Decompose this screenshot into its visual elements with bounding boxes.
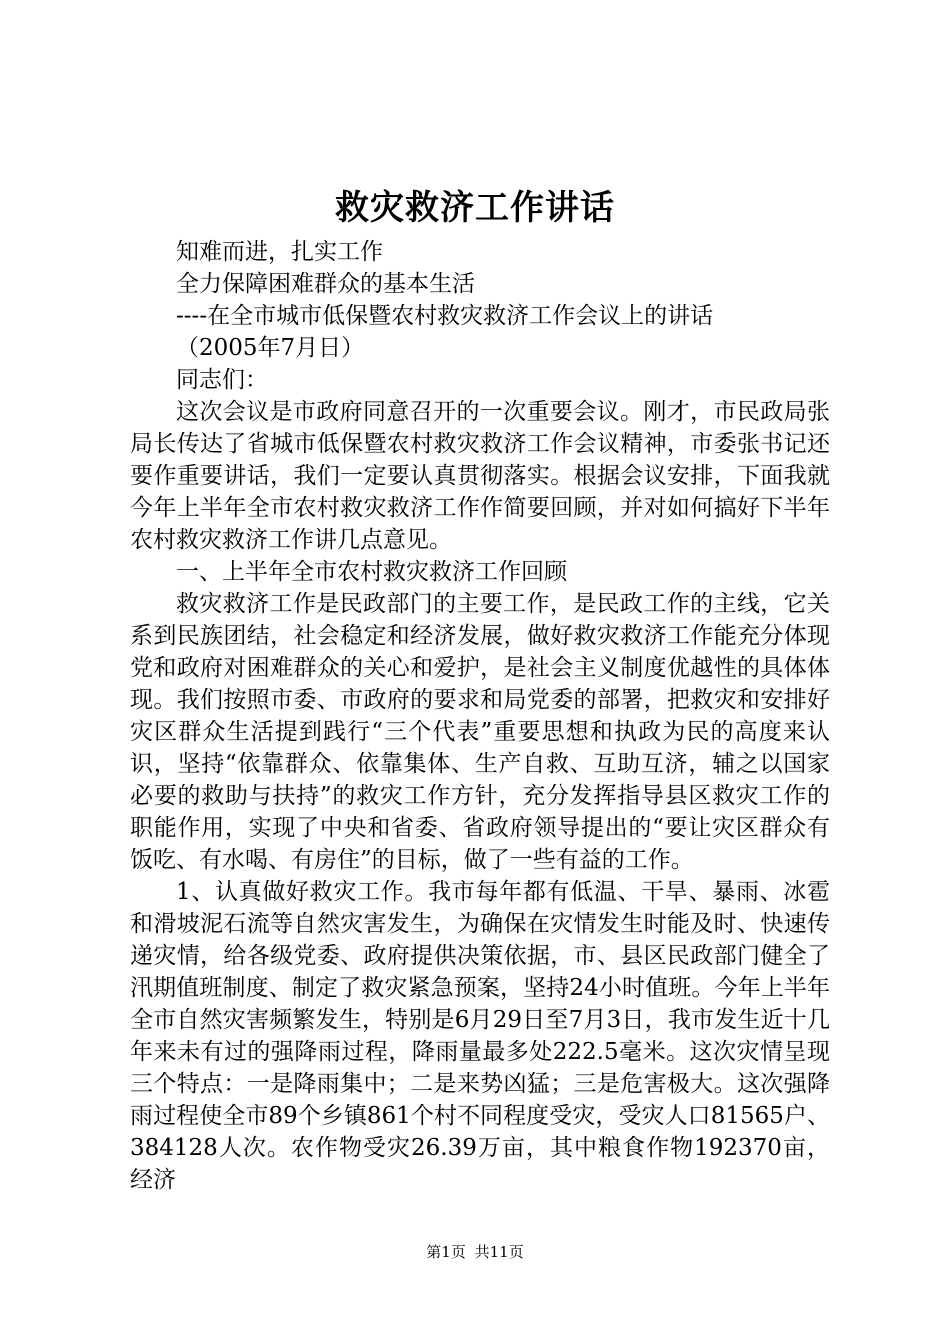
paragraph: 1、认真做好救灾工作。我市每年都有低温、干旱、暴雨、冰雹和滑坡泥石流等自然灾害发生，为确保在灾情发生时能及时、快速传递灾情，给各级党委、政府提供决策依据，市、县区民政部门健全了汛期值班制度、制定了救灾紧急预案，坚持24小时值班。今年上半年全市自然灾害频繁发生，特别是6月29日至7月3日，我市发生近十几年来未有过的强降雨过程，降雨量最多处222.5毫米。这次灾情呈现三个特点：一是降雨集中；二是来势凶猛；三是危害极大。这次强降雨过程使全市89个乡镇861个村不同程度受灾，受灾人口81565户、384128人次。农作物受灾26.39万亩，其中粮食作物192370亩，经济 [130,879,830,1193]
page-number: 第1页 [426,1243,466,1261]
paragraph: 救灾救济工作是民政部门的主要工作，是民政工作的主线，它关系到民族团结，社会稳定和经济发展，做好救灾救济工作能充分体现党和政府对困难群众的关心和爱护，是社会主义制度优越性的具体体现。我们按照市委、市政府的要求和局党委的部署，把救灾和安排好灾区群众生活提到践行“三个代表”重要思想和执政为民的高度来认识，坚持“依靠群众、依靠集体、生产自救、互助互济，辅之以国家必要的救助与扶持”的救灾工作方针，充分发挥指导县区救灾工作的职能作用，实现了中央和省委、省政府领导提出的“要让灾区群众有饭吃、有水喝、有房住”的目标，做了一些有益的工作。 [130,591,830,873]
page-total: 共11页 [474,1243,524,1261]
page-footer [0,1242,950,1262]
speech-date: （2005年7月日） [176,335,365,361]
paragraph: 这次会议是市政府同意召开的一次重要会议。刚才，市民政局张局长传达了省城市低保暨农村救灾救济工作会议精神，市委张书记还要作重要讲话，我们一定要认真贯彻落实。根据会议安排，下面我就今年上半年全市农村救灾救济工作作简要回顾，并对如何搞好下半年农村救灾救济工作讲几点意见。 [130,399,830,553]
heading-line: ----在全市城市低保暨农村救灾救济工作会议上的讲话 [176,303,714,329]
heading-line: 知难而进，扎实工作 [176,239,383,265]
document-title: 救灾救济工作讲话 [335,188,615,228]
document-body [130,236,830,1196]
section-heading: 一、上半年全市农村救灾救济工作回顾 [176,559,567,585]
salutation: 同志们： [176,367,268,393]
heading-line: 全力保障困难群众的基本生活 [176,271,475,297]
